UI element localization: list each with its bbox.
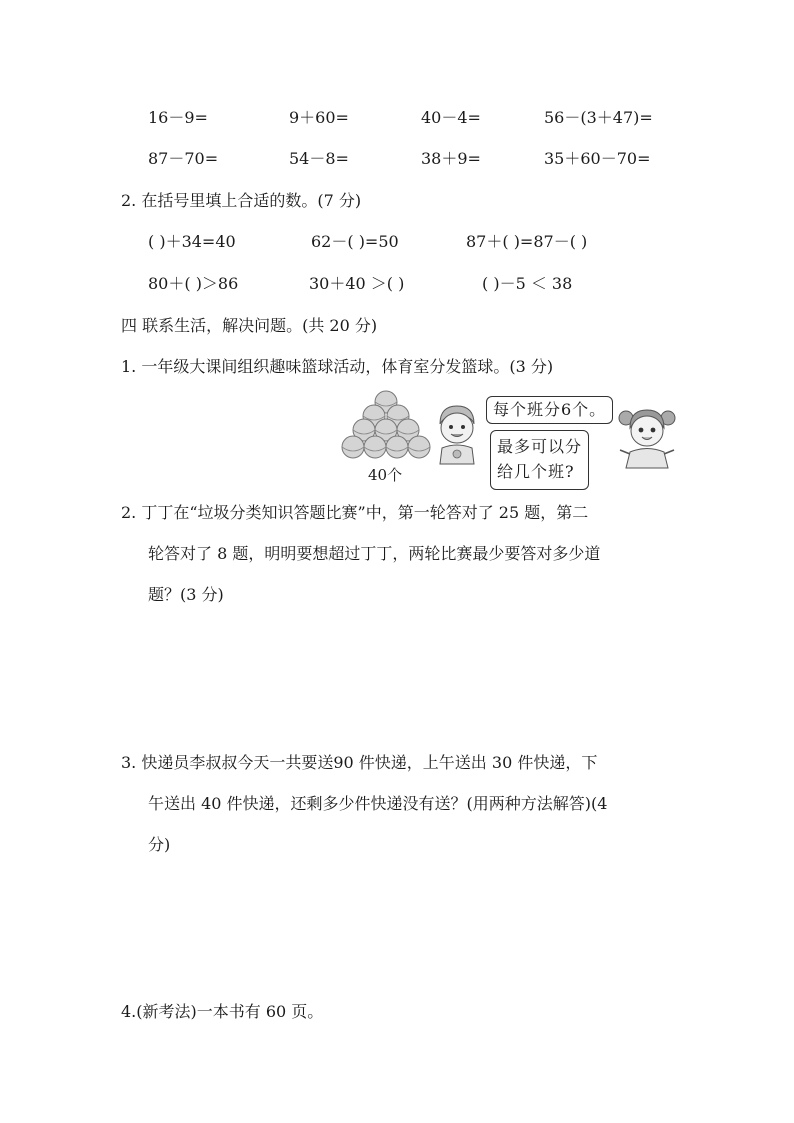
problem-2-line-3: 题？(3 分) [148, 585, 224, 604]
problem-3-line-3: 分) [148, 835, 171, 854]
calc-item: 87－70= [148, 149, 219, 168]
problem-4-text: 4.(新考法)一本书有 60 页。 [121, 1002, 324, 1021]
problem-2-line-1: 2. 丁丁在“垃圾分类知识答题比赛”中，第一轮答对了 25 题，第二 [121, 503, 589, 522]
fill-blank-item: 80＋( )＞86 [148, 274, 239, 293]
fill-blank-item: 62－( )=50 [311, 232, 399, 251]
speech-bubble-1-text: 每个班分6个。 [493, 400, 607, 419]
calc-item: 54－8= [289, 149, 349, 168]
fill-blank-item: ( )－5 ＜ 38 [482, 274, 573, 293]
speech-bubble-2-line1: 最多可以分 [497, 437, 583, 456]
problem-2-line-2: 轮答对了 8 题，明明要想超过丁丁，两轮比赛最少要答对多少道 [148, 544, 601, 563]
calc-item: 40－4= [421, 108, 481, 127]
calc-item: 35＋60－70= [544, 149, 651, 168]
speech-bubble-1 [486, 396, 613, 424]
problem-3-line-2: 午送出 40 件快递，还剩多少件快递没有送？(用两种方法解答)(4 [148, 794, 608, 813]
speech-bubble-2-line2: 给几个班? [497, 461, 575, 481]
calc-item: 9＋60= [289, 108, 349, 127]
basketball-count-label: 40个 [368, 466, 403, 484]
calc-item: 16－9= [148, 108, 208, 127]
calc-item: 56－(3＋47)= [544, 108, 653, 127]
fill-blank-item: 87＋( )=87－( ) [466, 232, 588, 251]
girl-icon [618, 404, 676, 470]
problem-1-illustration [338, 390, 680, 490]
problem-3-line-1: 3. 快递员李叔叔今天一共要送90 件快递，上午送出 30 件快递，下 [121, 753, 598, 772]
basketball-pile-icon [340, 390, 432, 462]
question-2-title: 2. 在括号里填上合适的数。(7 分) [121, 191, 362, 210]
calc-item: 38＋9= [421, 149, 481, 168]
boy-icon [434, 402, 480, 466]
fill-blank-item: 30＋40 ＞( ) [309, 274, 405, 293]
problem-1-text: 1. 一年级大课间组织趣味篮球活动，体育室分发篮球。(3 分) [121, 357, 554, 376]
section-4-title: 四 联系生活，解决问题。(共 20 分) [121, 316, 378, 335]
fill-blank-item: ( )＋34=40 [148, 232, 236, 251]
speech-bubble-2 [490, 430, 589, 490]
